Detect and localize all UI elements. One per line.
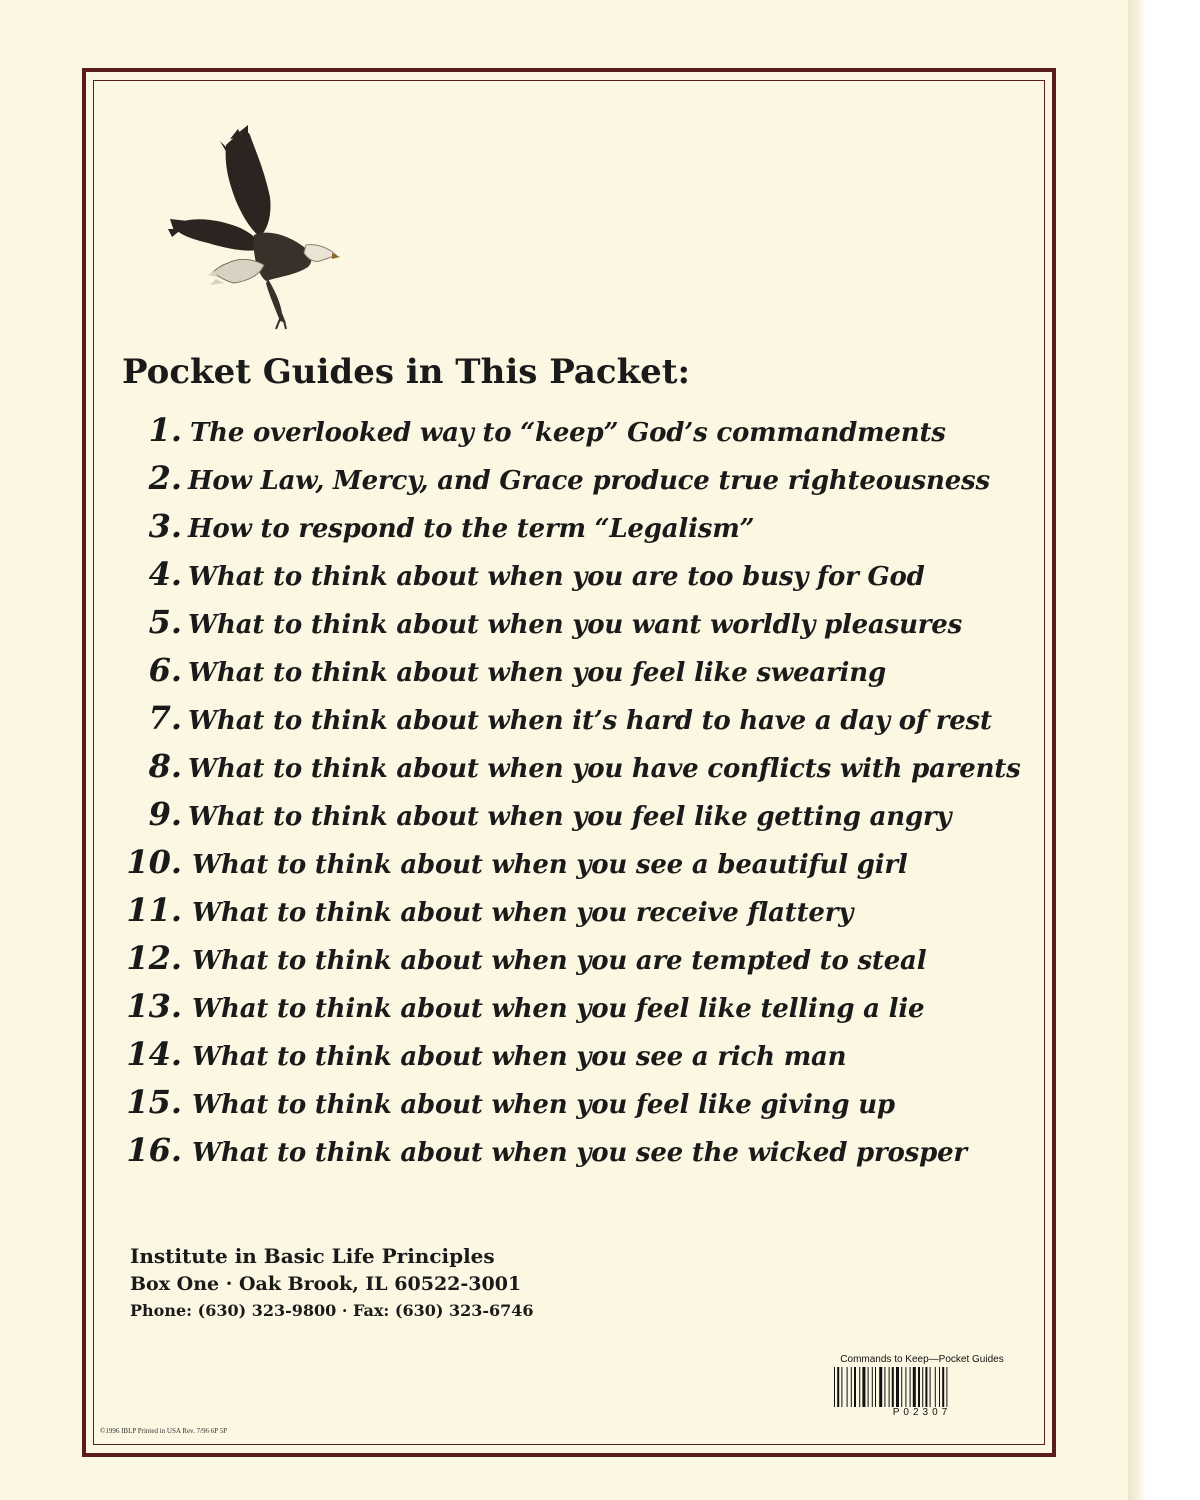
phone-fax: Phone: (630) 323-9800 · Fax: (630) 323-6746 bbox=[130, 1301, 534, 1320]
item-title: What to think about when you have conflicts with parents bbox=[188, 754, 1021, 784]
list-item bbox=[0, 458, 1040, 498]
list-item bbox=[0, 890, 1040, 930]
item-title: What to think about when you feel like giving up bbox=[192, 1090, 895, 1120]
copyright-line: ©1996 IBLP Printed in USA Rev. 7/96 6P 5P bbox=[100, 1427, 228, 1435]
item-number: 7. bbox=[148, 699, 182, 737]
item-title: What to think about when you are too busy for God bbox=[188, 562, 925, 592]
publisher-address bbox=[130, 1242, 534, 1324]
item-title: The overlooked way to “keep” God’s commandments bbox=[190, 418, 946, 448]
list-item bbox=[0, 842, 1040, 882]
item-title: What to think about when you see a beautiful girl bbox=[192, 850, 908, 880]
item-title: What to think about when you are tempted to steal bbox=[192, 946, 927, 976]
list-item bbox=[0, 746, 1040, 786]
list-item bbox=[0, 410, 1040, 450]
item-title: What to think about when it’s hard to have a day of rest bbox=[188, 706, 992, 736]
item-number: 15. bbox=[126, 1083, 182, 1121]
item-number: 14. bbox=[126, 1035, 182, 1073]
item-title: How to respond to the term “Legalism” bbox=[188, 514, 755, 544]
item-title: What to think about when you receive flattery bbox=[192, 898, 854, 928]
item-number: 1. bbox=[148, 411, 182, 449]
list-item bbox=[0, 602, 1040, 642]
item-number: 4. bbox=[148, 555, 182, 593]
item-number: 13. bbox=[126, 987, 182, 1025]
item-number: 10. bbox=[126, 843, 182, 881]
item-number: 8. bbox=[148, 747, 182, 785]
page-edge bbox=[1128, 0, 1146, 1500]
barcode-number: P02307 bbox=[892, 1407, 952, 1418]
list-item bbox=[0, 986, 1040, 1026]
list-item bbox=[0, 794, 1040, 834]
item-number: 12. bbox=[126, 939, 182, 977]
item-number: 2. bbox=[148, 459, 182, 497]
list-item bbox=[0, 650, 1040, 690]
publisher-name: Institute in Basic Life Principles bbox=[130, 1244, 495, 1268]
item-title: How Law, Mercy, and Grace produce true righteousness bbox=[188, 466, 990, 496]
item-number: 16. bbox=[126, 1131, 182, 1169]
page-title: Pocket Guides in This Packet: bbox=[122, 352, 691, 392]
list-item bbox=[0, 1082, 1040, 1122]
barcode-icon bbox=[832, 1367, 1012, 1407]
item-number: 3. bbox=[148, 507, 182, 545]
list-item bbox=[0, 1034, 1040, 1074]
list-item bbox=[0, 1130, 1040, 1170]
mailing-address: Box One · Oak Brook, IL 60522-3001 bbox=[130, 1273, 522, 1295]
item-number: 11. bbox=[126, 891, 182, 929]
barcode-block bbox=[832, 1354, 1012, 1418]
item-title: What to think about when you feel like swearing bbox=[188, 658, 886, 688]
list-item bbox=[0, 938, 1040, 978]
item-title: What to think about when you want worldly pleasures bbox=[188, 610, 963, 640]
barcode-label: Commands to Keep—Pocket Guides bbox=[840, 1354, 1004, 1365]
eagle-icon bbox=[168, 125, 343, 330]
item-title: What to think about when you feel like getting angry bbox=[188, 802, 952, 832]
list-item bbox=[0, 698, 1040, 738]
list-item bbox=[0, 554, 1040, 594]
item-number: 5. bbox=[148, 603, 182, 641]
item-number: 9. bbox=[148, 795, 182, 833]
list-item bbox=[0, 506, 1040, 546]
item-title: What to think about when you feel like telling a lie bbox=[192, 994, 925, 1024]
item-title: What to think about when you see a rich man bbox=[192, 1042, 847, 1072]
item-number: 6. bbox=[148, 651, 182, 689]
item-title: What to think about when you see the wicked prosper bbox=[192, 1138, 967, 1168]
